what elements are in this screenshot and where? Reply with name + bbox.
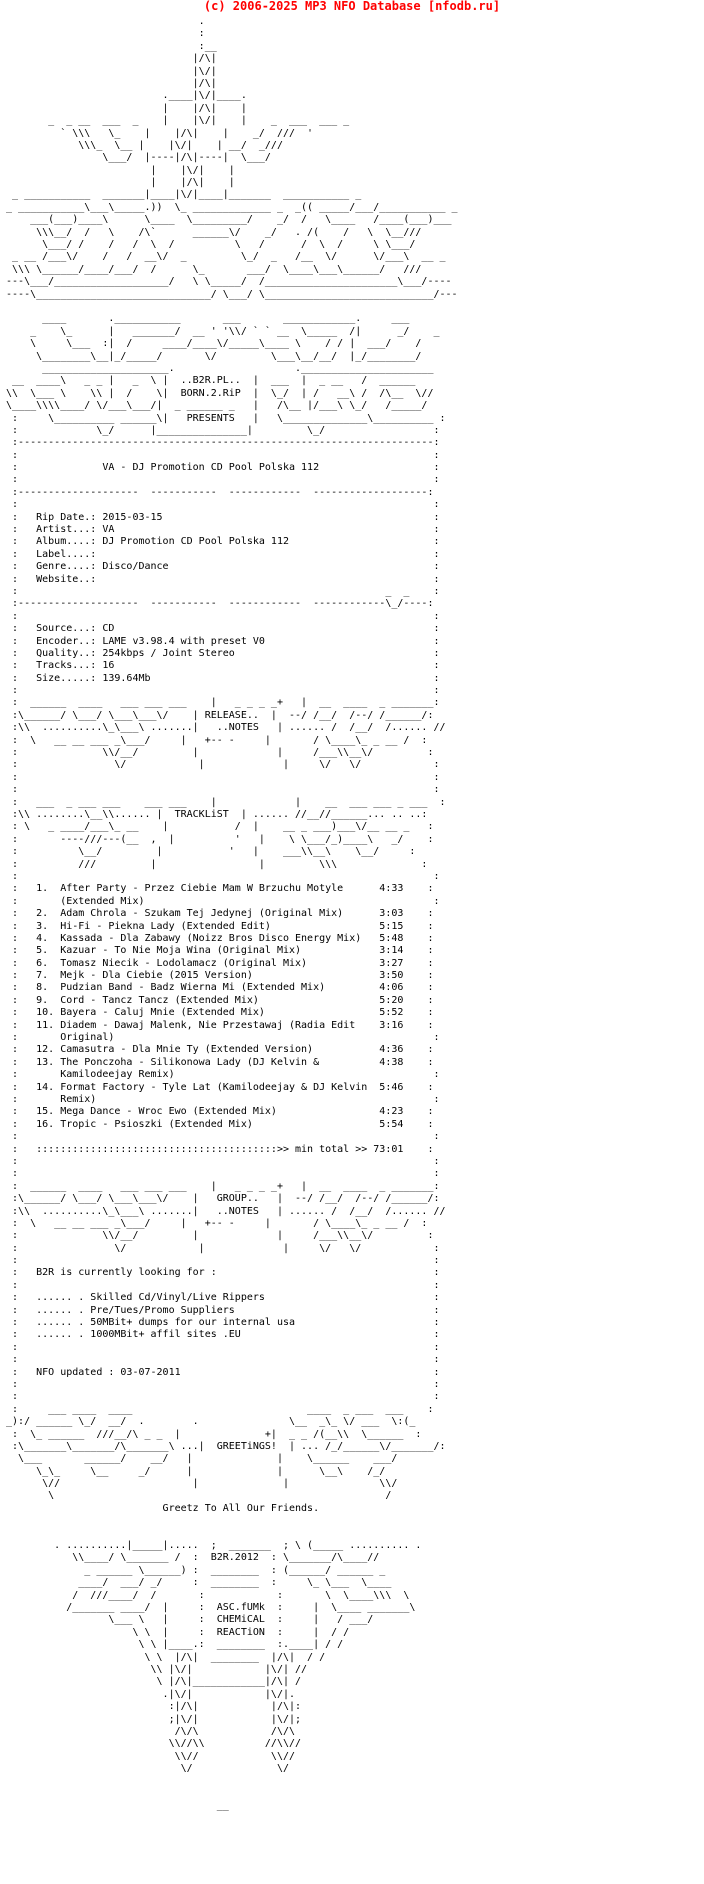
- nfo-line: : 13. The Ponczoha - Silikonowa Lady (DJ Kelvin & 4:38 :: [0, 1056, 434, 1068]
- nfo-line: : ______ ____ ___ ___ ___ | _ _ _ _+ | __ ____ _ _______:: [0, 697, 440, 709]
- nfo-line: _ __ /___\/ / / __\/ _ \_/ _ /__ \/ \/___\ __ _: [0, 251, 446, 263]
- nfo-line: : :: [0, 474, 440, 486]
- nfo-line: : :: [0, 1341, 440, 1353]
- nfo-line: \ |/\|____________|/\| /: [0, 1676, 302, 1688]
- nfo-line: | |\/| |: [0, 164, 235, 176]
- nfo-line: __ ____\ _ _ | _ \ | ..B2R.PL.. | ___ | _ __ / ______: [0, 375, 416, 387]
- nfo-line: : ::::::::::::::::::::::::::::::::::::::::>> min total >> 73:01 :: [0, 1143, 434, 1155]
- nfo-line: _ _ __ ___ _ | |\/| | _ ___ ___ _: [0, 115, 350, 127]
- nfo-line: : 14. Format Factory - Tyle Lat (Kamilodeejay & DJ Kelvin 5:46 :: [0, 1081, 434, 1093]
- nfo-line: ____/ ___/ _/ : ________ : \_ \___ \____: [0, 1577, 392, 1589]
- nfo-line: : 2. Adam Chrola - Szukam Tej Jedynej (Original Mix) 3:03 :: [0, 908, 434, 920]
- nfo-line: : \\/__/ | | /___\\__\/ :: [0, 1230, 434, 1242]
- nfo-line: : VA - DJ Promotion CD Pool Polska 112 :: [0, 462, 440, 474]
- nfo-line: : ...... . 1000MBit+ affil sites .EU :: [0, 1329, 440, 1341]
- nfo-line: |/\|: [0, 77, 217, 89]
- nfo-line: : 6. Tomasz Niecik - Lodolamacz (Original Mix) 3:27 :: [0, 957, 434, 969]
- nfo-line: __: [0, 1800, 229, 1812]
- nfo-line: [0, 1515, 704, 1527]
- nfo-line: :---------------------------------------------------------------------:: [0, 437, 440, 449]
- nfo-line: : \__/ | ' | ___\\__\ \__/ :: [0, 846, 416, 858]
- nfo-line: : ...... . Pre/Tues/Promo Suppliers :: [0, 1304, 440, 1316]
- nfo-line: \\\__/ / \ /\` ______\/ _/ . /( / \ \__///: [0, 226, 422, 238]
- nfo-line: \/ \/: [0, 1763, 289, 1775]
- nfo-line: .|\/| |\/|.: [0, 1688, 296, 1700]
- nfo-line: : \ __ __ ___ _\___/ | +-- - | / \____\_ _ __ / :: [0, 734, 428, 746]
- nfo-line: : Quality..: 254kbps / Joint Stereo :: [0, 647, 440, 659]
- nfo-line: : :: [0, 771, 440, 783]
- nfo-line: : _ _ :: [0, 585, 440, 597]
- nfo-line: : :: [0, 685, 440, 697]
- nfo-line: _ ______ \______) : ________ : (______/ ______ _: [0, 1564, 386, 1576]
- nfo-line: : Album....: DJ Promotion CD Pool Polska 112 :: [0, 536, 440, 548]
- nfo-line: : 4. Kassada - Dla Zabawy (Noizz Bros Disco Energy Mix) 5:48 :: [0, 932, 434, 944]
- nfo-line: :\\ ..........\_\___\ .......| ..NOTES | ...... / /__/ /...... //: [0, 1205, 446, 1217]
- nfo-line: .____|\/|____.: [0, 90, 247, 102]
- nfo-line: : :: [0, 610, 440, 622]
- nfo-line: : 1. After Party - Przez Ciebie Mam W Brzuchu Motyle 4:33 :: [0, 883, 434, 895]
- nfo-line: : :: [0, 870, 440, 882]
- nfo-line: :\______/ \___/ \___\___\/ | RELEASE.. | --/ /__/ /--/ /______/:: [0, 709, 434, 721]
- nfo-line: : \_/ |_______________| \_/ :: [0, 424, 440, 436]
- nfo-line: ____ .___________ ___ ____________. ___: [0, 313, 410, 325]
- nfo-line: \ \ |____.: ________ :.____| / /: [0, 1639, 344, 1651]
- nfo-line: \\// \\//: [0, 1750, 296, 1762]
- nfo-line: \ \___ :| / ____/____\/_____\____ \ / / | ___/ /: [0, 338, 422, 350]
- nfo-line: : ___ _ ___ ___ ___ ___ | | __ ___ ___ _ ___ :: [0, 796, 446, 808]
- nfo-line: | |/\| |: [0, 102, 247, 114]
- nfo-line: \\\_ \__ | |\/| | __/ _///: [0, 139, 283, 151]
- nfo-line: \___/ / / / \ / \ / / \ / \ \___/: [0, 239, 416, 251]
- nfo-line: \___ ______/ __/ | | \______ ___/: [0, 1453, 398, 1465]
- nfo-line: : /// | | \\\ :: [0, 858, 428, 870]
- nfo-line: : 5. Kazuar - To Nie Moja Wina (Original Mix) 3:14 :: [0, 945, 434, 957]
- nfo-line: : :: [0, 1391, 440, 1403]
- nfo-line: : B2R is currently looking for : :: [0, 1267, 440, 1279]
- nfo-line: : :: [0, 449, 440, 461]
- nfo-line: : :: [0, 1378, 440, 1390]
- nfo-line: \ /: [0, 1490, 392, 1502]
- nfo-line: : 11. Diadem - Dawaj Malenk, Nie Przestawaj (Radia Edit 3:16 :: [0, 1019, 434, 1031]
- nfo-line: [0, 1788, 704, 1800]
- nfo-line: \\ |\/| |\/| //: [0, 1663, 308, 1675]
- nfo-line: |/\|: [0, 53, 217, 65]
- nfo-line: : Original) :: [0, 1032, 440, 1044]
- nfo-line: : Size.....: 139.64Mb :: [0, 672, 440, 684]
- nfo-line: \\//\\ //\\//: [0, 1738, 302, 1750]
- nfo-line: |\/|: [0, 65, 217, 77]
- nfo-line: : Remix) :: [0, 1093, 440, 1105]
- nfo-line: ` \\\ \_ | |/\| | _/ /// ': [0, 127, 314, 139]
- nfo-ascii-art: [0, 16, 704, 1813]
- nfo-line: \\ \___ \ \\ | / \| BORN.2.RiP | \_/ | / __\ / /\__ \//: [0, 387, 434, 399]
- nfo-line: : 3. Hi-Fi - Piekna Lady (Extended Edit) 5:15 :: [0, 920, 434, 932]
- nfo-line: \___/ |----|/\|----| \___/: [0, 152, 271, 164]
- nfo-line: [0, 1775, 704, 1787]
- nfo-line: : \\/__/ | | /___\\__\/ :: [0, 747, 434, 759]
- nfo-line: : \__________ ______\| PRESENTS | \______________\__________ :: [0, 412, 446, 424]
- nfo-line: : \/ | | \/ \/ :: [0, 759, 440, 771]
- nfo-line: :: [0, 28, 205, 40]
- nfo-line: :|/\| |/\|:: [0, 1701, 302, 1713]
- nfo-line: : 10. Bayera - Caluj Mnie (Extended Mix) 5:52 :: [0, 1007, 434, 1019]
- nfo-line: /\/\ /\/\: [0, 1725, 296, 1737]
- nfo-line: : :: [0, 1255, 440, 1267]
- nfo-line: \_\_ \__ _/ | | \__\ /_/: [0, 1465, 386, 1477]
- nfo-line: : ----///---(__ , | ' | \ \___/_)____\ _/ :: [0, 833, 434, 845]
- nfo-line: : ...... . 50MBit+ dumps for our internal usa :: [0, 1317, 440, 1329]
- nfo-line: :\\ ........\__\\...... | TRACKLiST | ...... //__//______... .. ..:: [0, 809, 428, 820]
- nfo-line: :\______/ \___/ \___\___\/ | GROUP.. | --/ /__/ /--/ /______/:: [0, 1193, 440, 1205]
- nfo-line: :\_______\_______/\_______\ ...| GREETiNGS! | ... /_/______\/_______/:: [0, 1440, 446, 1452]
- nfo-line: : 15. Mega Dance - Wroc Ewo (Extended Mix) 4:23 :: [0, 1106, 434, 1118]
- nfo-line: : :: [0, 1168, 440, 1180]
- nfo-line: : Website..: :: [0, 573, 440, 585]
- nfo-line: : Kamilodeejay Remix) :: [0, 1069, 440, 1081]
- nfo-line: : ___ ____ ____ ____ _ ___ ___ :: [0, 1403, 434, 1415]
- nfo-line: [0, 1528, 704, 1540]
- nfo-line: : :: [0, 1131, 440, 1143]
- nfo-line: /_______ ____/ | : ASC.fUMk : | \____ _______\: [0, 1602, 416, 1613]
- nfo-line: : Tracks...: 16 :: [0, 660, 440, 672]
- nfo-line: \\\ \______/____/___/ / \_ ___/ \____\___\______/ ///: [0, 263, 428, 275]
- nfo-line: : :: [0, 1279, 440, 1291]
- nfo-line: : Source...: CD :: [0, 623, 440, 635]
- nfo-line: : ______ ____ ___ ___ ___ | _ _ _ _+ | __ ____ _ _______:: [0, 1180, 440, 1192]
- nfo-line: ----\_____________________________/ \___/ \____________________________/---: [0, 288, 458, 300]
- nfo-line: ---\___/___________________/ \ \_____/ /______________________\___/----: [0, 276, 452, 288]
- nfo-line: . ..........|_____|..... ; _______ ; \ (_____ .......... .: [0, 1540, 422, 1552]
- nfo-line: \// | | \\/: [0, 1478, 398, 1490]
- nfo-line: : (Extended Mix) :: [0, 895, 440, 907]
- nfo-line: _____________________. .______________________: [0, 362, 434, 374]
- nfo-line: : Rip Date.: 2015-03-15 :: [0, 511, 440, 523]
- nfo-line: : \/ | | \/ \/ :: [0, 1242, 440, 1254]
- nfo-line: : Encoder..: LAME v3.98.4 with preset V0 :: [0, 635, 440, 647]
- nfo-line: \____\\\\____/ \/___\___/| _ ______ _ | /\__ |/___\ \_/ /_____/: [0, 400, 428, 412]
- nfo-line: Greetz To All Our Friends.: [0, 1502, 320, 1514]
- nfo-line: : :: [0, 1354, 440, 1366]
- nfo-line: :-------------------- ----------- ------------ -------------------:: [0, 486, 434, 498]
- nfo-line: : NFO updated : 03-07-2011 :: [0, 1366, 440, 1378]
- nfo-line: \___ \ | : CHEMiCAL : | / ___/: [0, 1614, 374, 1626]
- nfo-line: : :: [0, 784, 440, 796]
- nfodb-header: (c) 2006-2025 MP3 NFO Database [nfodb.ru]: [203, 0, 501, 13]
- nfo-line: : \ _ ____/___\_ __ | / | __ _ ___)___\/__ __ _ :: [0, 821, 434, 833]
- nfo-line: : Label....: :: [0, 548, 440, 560]
- nfo-line: : 12. Camasutra - Dla Mnie Ty (Extended Version) 4:36 :: [0, 1044, 434, 1056]
- nfo-line: _ ___________\___\_____.)) \_ _____________ _ _(( _____/___/___________ _: [0, 201, 458, 213]
- nfo-line: : ...... . Skilled Cd/Vinyl/Live Rippers :: [0, 1292, 440, 1304]
- nfo-line: .: [0, 16, 205, 27]
- nfo-line: [0, 301, 704, 313]
- nfo-line: :\\ ..........\_\___\ .......| ..NOTES | ...... / /__/ /...... //: [0, 722, 446, 734]
- nfo-line: : 16. Tropic - Psioszki (Extended Mix) 5:54 :: [0, 1118, 434, 1130]
- nfo-line: : Artist...: VA :: [0, 524, 440, 536]
- nfo-line: / ///____/ / : : \ \____\\\ \: [0, 1589, 410, 1601]
- nfo-line: _ ___________ _______|____|\/|____|_______ ___________ _: [0, 189, 362, 201]
- nfo-line: \ \ |/\| ________ |/\| / /: [0, 1651, 326, 1663]
- nfo-line: | |/\| |: [0, 177, 235, 189]
- nfo-line: _):/ ______ \_/ __/ . . \__ _\_ \/ ___ \:(_: [0, 1416, 416, 1428]
- nfo-line: ___(___)____\ \____ \_________/ _/ / \____ /____(___)___: [0, 214, 452, 226]
- nfo-line: \ \ | : REACTiON : | / /: [0, 1626, 350, 1638]
- nfo-line: :__: [0, 40, 217, 52]
- nfo-line: : Genre....: Disco/Dance :: [0, 561, 440, 573]
- nfo-line: : \_ ______ ///__/\ _ _ | +| _ _ /(__\\ \______ :: [0, 1428, 422, 1440]
- nfo-line: :-------------------- ----------- ------------ ------------\_/----:: [0, 598, 434, 610]
- nfo-line: : 9. Cord - Tancz Tancz (Extended Mix) 5:20 :: [0, 994, 434, 1006]
- nfo-line: : \ __ __ ___ _\___/ | +-- - | / \____\_ _ __ / :: [0, 1217, 428, 1229]
- nfo-line: : :: [0, 1155, 440, 1167]
- nfo-line: \\____/ \_______ / : B2R.2012 : \_______/\____//: [0, 1552, 380, 1564]
- nfo-line: \________\__|_/_____/ \/ \___\__/__/ |_/________/: [0, 350, 422, 362]
- nfo-line: ;|\/| |\/|;: [0, 1713, 302, 1725]
- nfo-line: : 8. Pudzian Band - Badz Wierna Mi (Extended Mix) 4:06 :: [0, 982, 434, 994]
- nfo-line: : 7. Mejk - Dla Ciebie (2015 Version) 3:50 :: [0, 970, 434, 982]
- nfo-line: : :: [0, 499, 440, 511]
- nfo-line: _ \_ | _______/ __ ' '\\/ ` ` __ \_____ /| _/ _: [0, 325, 440, 337]
